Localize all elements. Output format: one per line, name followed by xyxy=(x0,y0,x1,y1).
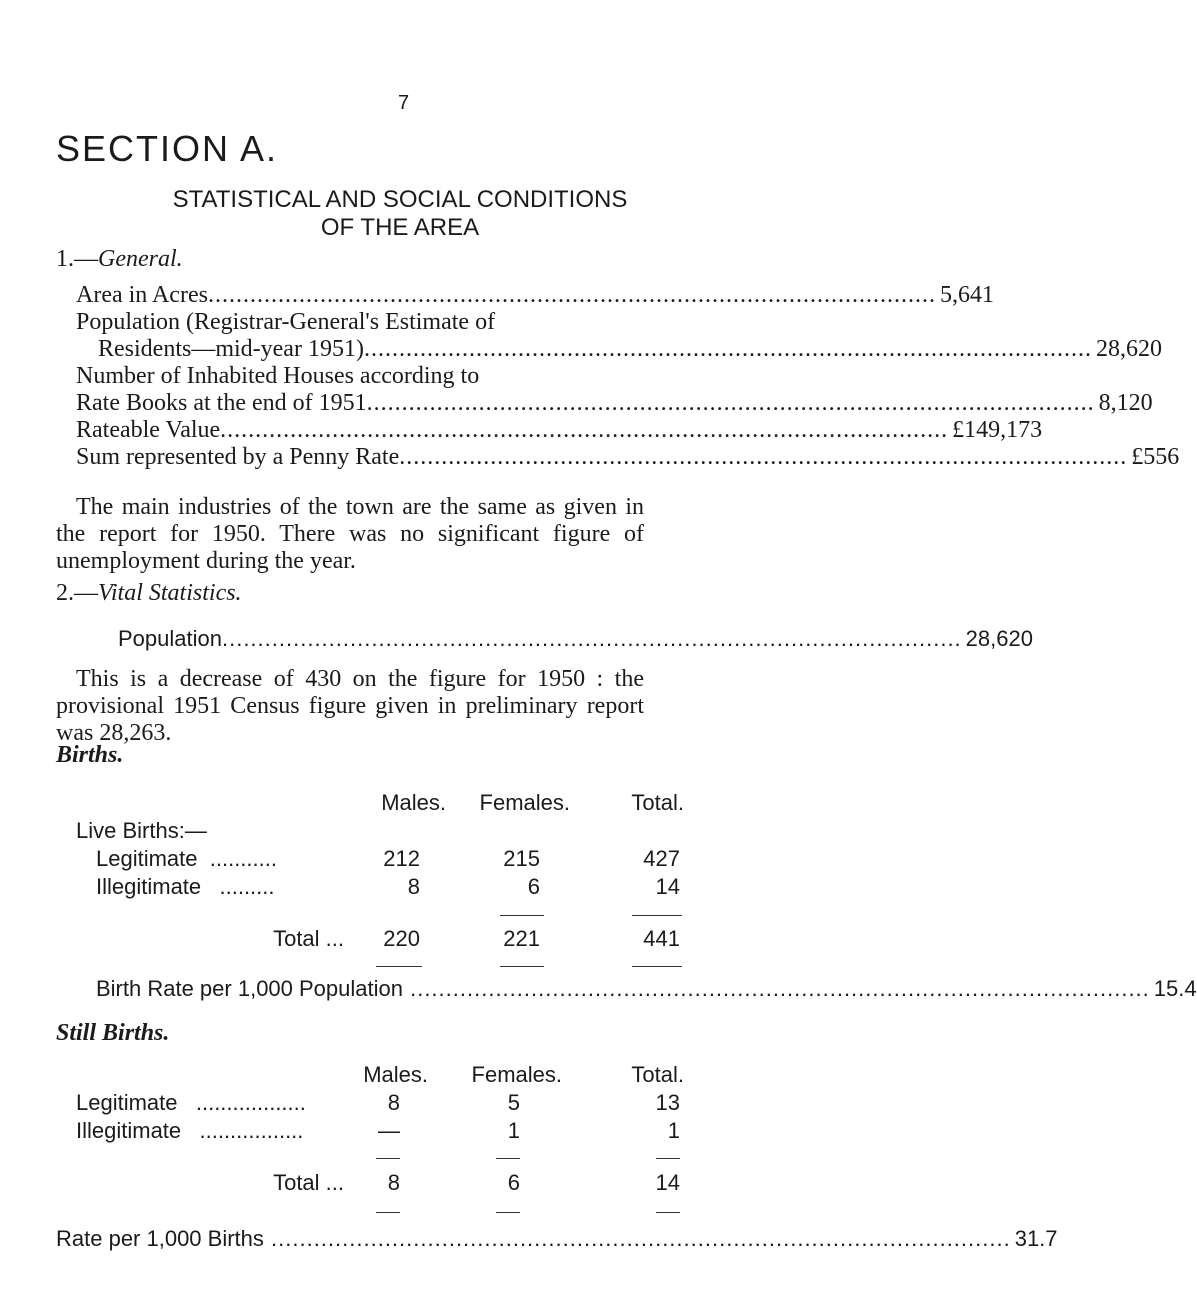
leader-dots: ........................................................................................................ xyxy=(263,1226,1011,1251)
births-illegitimate-total: 14 xyxy=(655,874,680,899)
births-row-illegitimate-label xyxy=(96,874,275,900)
leader-dots: ......... xyxy=(201,874,275,899)
still-rule-males-bottom xyxy=(376,1212,400,1213)
leader-dots: ........................................................................................................ xyxy=(399,444,1128,470)
still-births-row-legitimate-label xyxy=(76,1090,306,1116)
general-item-label: Number of Inhabited Houses according to xyxy=(76,363,480,389)
births-legitimate-males: 212 xyxy=(383,846,420,871)
page-title-line-1: STATISTICAL AND SOCIAL CONDITIONS xyxy=(172,186,628,213)
still-births-row-label: Legitimate xyxy=(76,1090,178,1115)
vital-heading-text: Vital Statistics. xyxy=(98,580,242,606)
births-col-males: Males. xyxy=(381,790,446,815)
general-item-houses-line1 xyxy=(76,363,642,393)
vital-population-row xyxy=(118,626,1033,656)
still-birth-rate-row xyxy=(56,1226,1058,1256)
general-item-value: 5,641 xyxy=(939,282,994,308)
still-legitimate-total: 13 xyxy=(655,1090,680,1115)
still-total-females: 6 xyxy=(507,1170,520,1195)
still-total-total: 14 xyxy=(655,1170,680,1195)
leader-dots: ........................................................................................................ xyxy=(363,336,1092,362)
page-title-line-2: OF THE AREA xyxy=(320,214,480,241)
births-group-label: Live Births:— xyxy=(76,818,207,843)
still-births-total-label: Total ... xyxy=(273,1170,344,1195)
vital-heading xyxy=(56,580,242,607)
general-item-label: Rate Books at the end of 1951 xyxy=(76,390,367,416)
still-births-row-illegitimate-label xyxy=(76,1118,303,1144)
general-item-label: Area in Acres xyxy=(76,282,208,308)
births-col-total: Total. xyxy=(631,790,684,815)
births-row-legitimate-label xyxy=(96,846,277,872)
general-item-houses xyxy=(76,390,1153,420)
leader-dots: ........................................................................................................ xyxy=(366,390,1095,416)
births-row-label: Illegitimate xyxy=(96,874,202,899)
births-row-label: Legitimate xyxy=(96,846,198,871)
still-births-col-total: Total. xyxy=(631,1062,684,1087)
leader-dots: ................. xyxy=(181,1118,304,1143)
still-illegitimate-total: 1 xyxy=(667,1118,680,1143)
still-birth-rate-value: 31.7 xyxy=(1014,1226,1058,1251)
still-births-row-label: Illegitimate xyxy=(76,1118,182,1143)
general-item-label: Sum represented by a Penny Rate xyxy=(76,444,400,470)
general-item-rateable-value xyxy=(76,417,1043,447)
vital-population-value: 28,620 xyxy=(965,626,1033,651)
general-item-label: Population (Registrar-General's Estimate of xyxy=(76,309,496,335)
general-item-label: Residents—mid-year 1951) xyxy=(98,336,364,362)
general-item-value: £556 xyxy=(1131,444,1180,470)
births-heading: Births. xyxy=(56,742,124,768)
general-item-label: Rateable Value xyxy=(76,417,221,443)
leader-dots: ........................................................................................................ xyxy=(207,282,936,308)
births-rule-females-top xyxy=(500,915,544,916)
birth-rate-label: Birth Rate per 1,000 Population xyxy=(96,976,403,1001)
leader-dots: .................. xyxy=(177,1090,306,1115)
still-rule-total-top xyxy=(656,1158,680,1159)
general-item-population xyxy=(98,336,1162,366)
still-legitimate-males: 8 xyxy=(387,1090,400,1115)
birth-rate-value: 15.4 xyxy=(1153,976,1197,1001)
vital-paragraph: This is a decrease of 430 on the figure for 1950 : the provisional 1951 Census figure given in preliminary report was 28,263. xyxy=(56,666,644,746)
births-total-females: 221 xyxy=(503,926,540,951)
leader-dots: ........... xyxy=(197,846,277,871)
general-item-population-line1 xyxy=(76,309,642,339)
leader-dots: ........................................................................................................ xyxy=(220,417,949,443)
leader-dots: ........................................................................................................ xyxy=(402,976,1150,1001)
births-rule-females-bottom xyxy=(500,966,544,967)
still-rule-males-top xyxy=(376,1158,400,1159)
leader-dots: ........................................................................................................ xyxy=(221,626,962,651)
still-births-col-females: Females. xyxy=(471,1062,562,1087)
births-illegitimate-males: 8 xyxy=(407,874,420,899)
still-birth-rate-label: Rate per 1,000 Births xyxy=(56,1226,264,1251)
still-illegitimate-males: — xyxy=(378,1118,400,1143)
births-rule-males-bottom xyxy=(376,966,422,967)
section-heading: SECTION A. xyxy=(56,128,279,169)
births-illegitimate-females: 6 xyxy=(527,874,540,899)
still-rule-females-bottom xyxy=(496,1212,520,1213)
still-illegitimate-females: 1 xyxy=(507,1118,520,1143)
general-heading xyxy=(56,246,183,273)
births-rule-total-top xyxy=(632,915,682,916)
births-total-label: Total ... xyxy=(273,926,344,951)
general-item-value: 8,120 xyxy=(1098,390,1153,416)
vital-heading-number: 2.— xyxy=(56,580,98,606)
general-paragraph: The main industries of the town are the same as given in the report for 1950. There was no significant figure of unemployment during the year. xyxy=(56,494,644,574)
still-total-males: 8 xyxy=(387,1170,400,1195)
births-total-total: 441 xyxy=(643,926,680,951)
still-rule-females-top xyxy=(496,1158,520,1159)
vital-population-label: Population xyxy=(118,626,222,651)
births-legitimate-females: 215 xyxy=(503,846,540,871)
births-legitimate-total: 427 xyxy=(643,846,680,871)
still-rule-total-bottom xyxy=(656,1212,680,1213)
general-heading-number: 1.— xyxy=(56,246,98,272)
still-births-heading: Still Births. xyxy=(56,1020,170,1046)
general-item-value: £149,173 xyxy=(952,417,1043,443)
page-number: 7 xyxy=(398,92,410,114)
general-heading-text: General. xyxy=(98,246,183,272)
births-rule-total-bottom xyxy=(632,966,682,967)
still-legitimate-females: 5 xyxy=(507,1090,520,1115)
general-item-area xyxy=(76,282,994,312)
general-item-penny-rate xyxy=(76,444,1180,474)
general-item-value: 28,620 xyxy=(1095,336,1162,362)
births-col-females: Females. xyxy=(479,790,570,815)
still-births-col-males: Males. xyxy=(363,1062,428,1087)
birth-rate-row xyxy=(96,976,1197,1006)
births-total-males: 220 xyxy=(383,926,420,951)
